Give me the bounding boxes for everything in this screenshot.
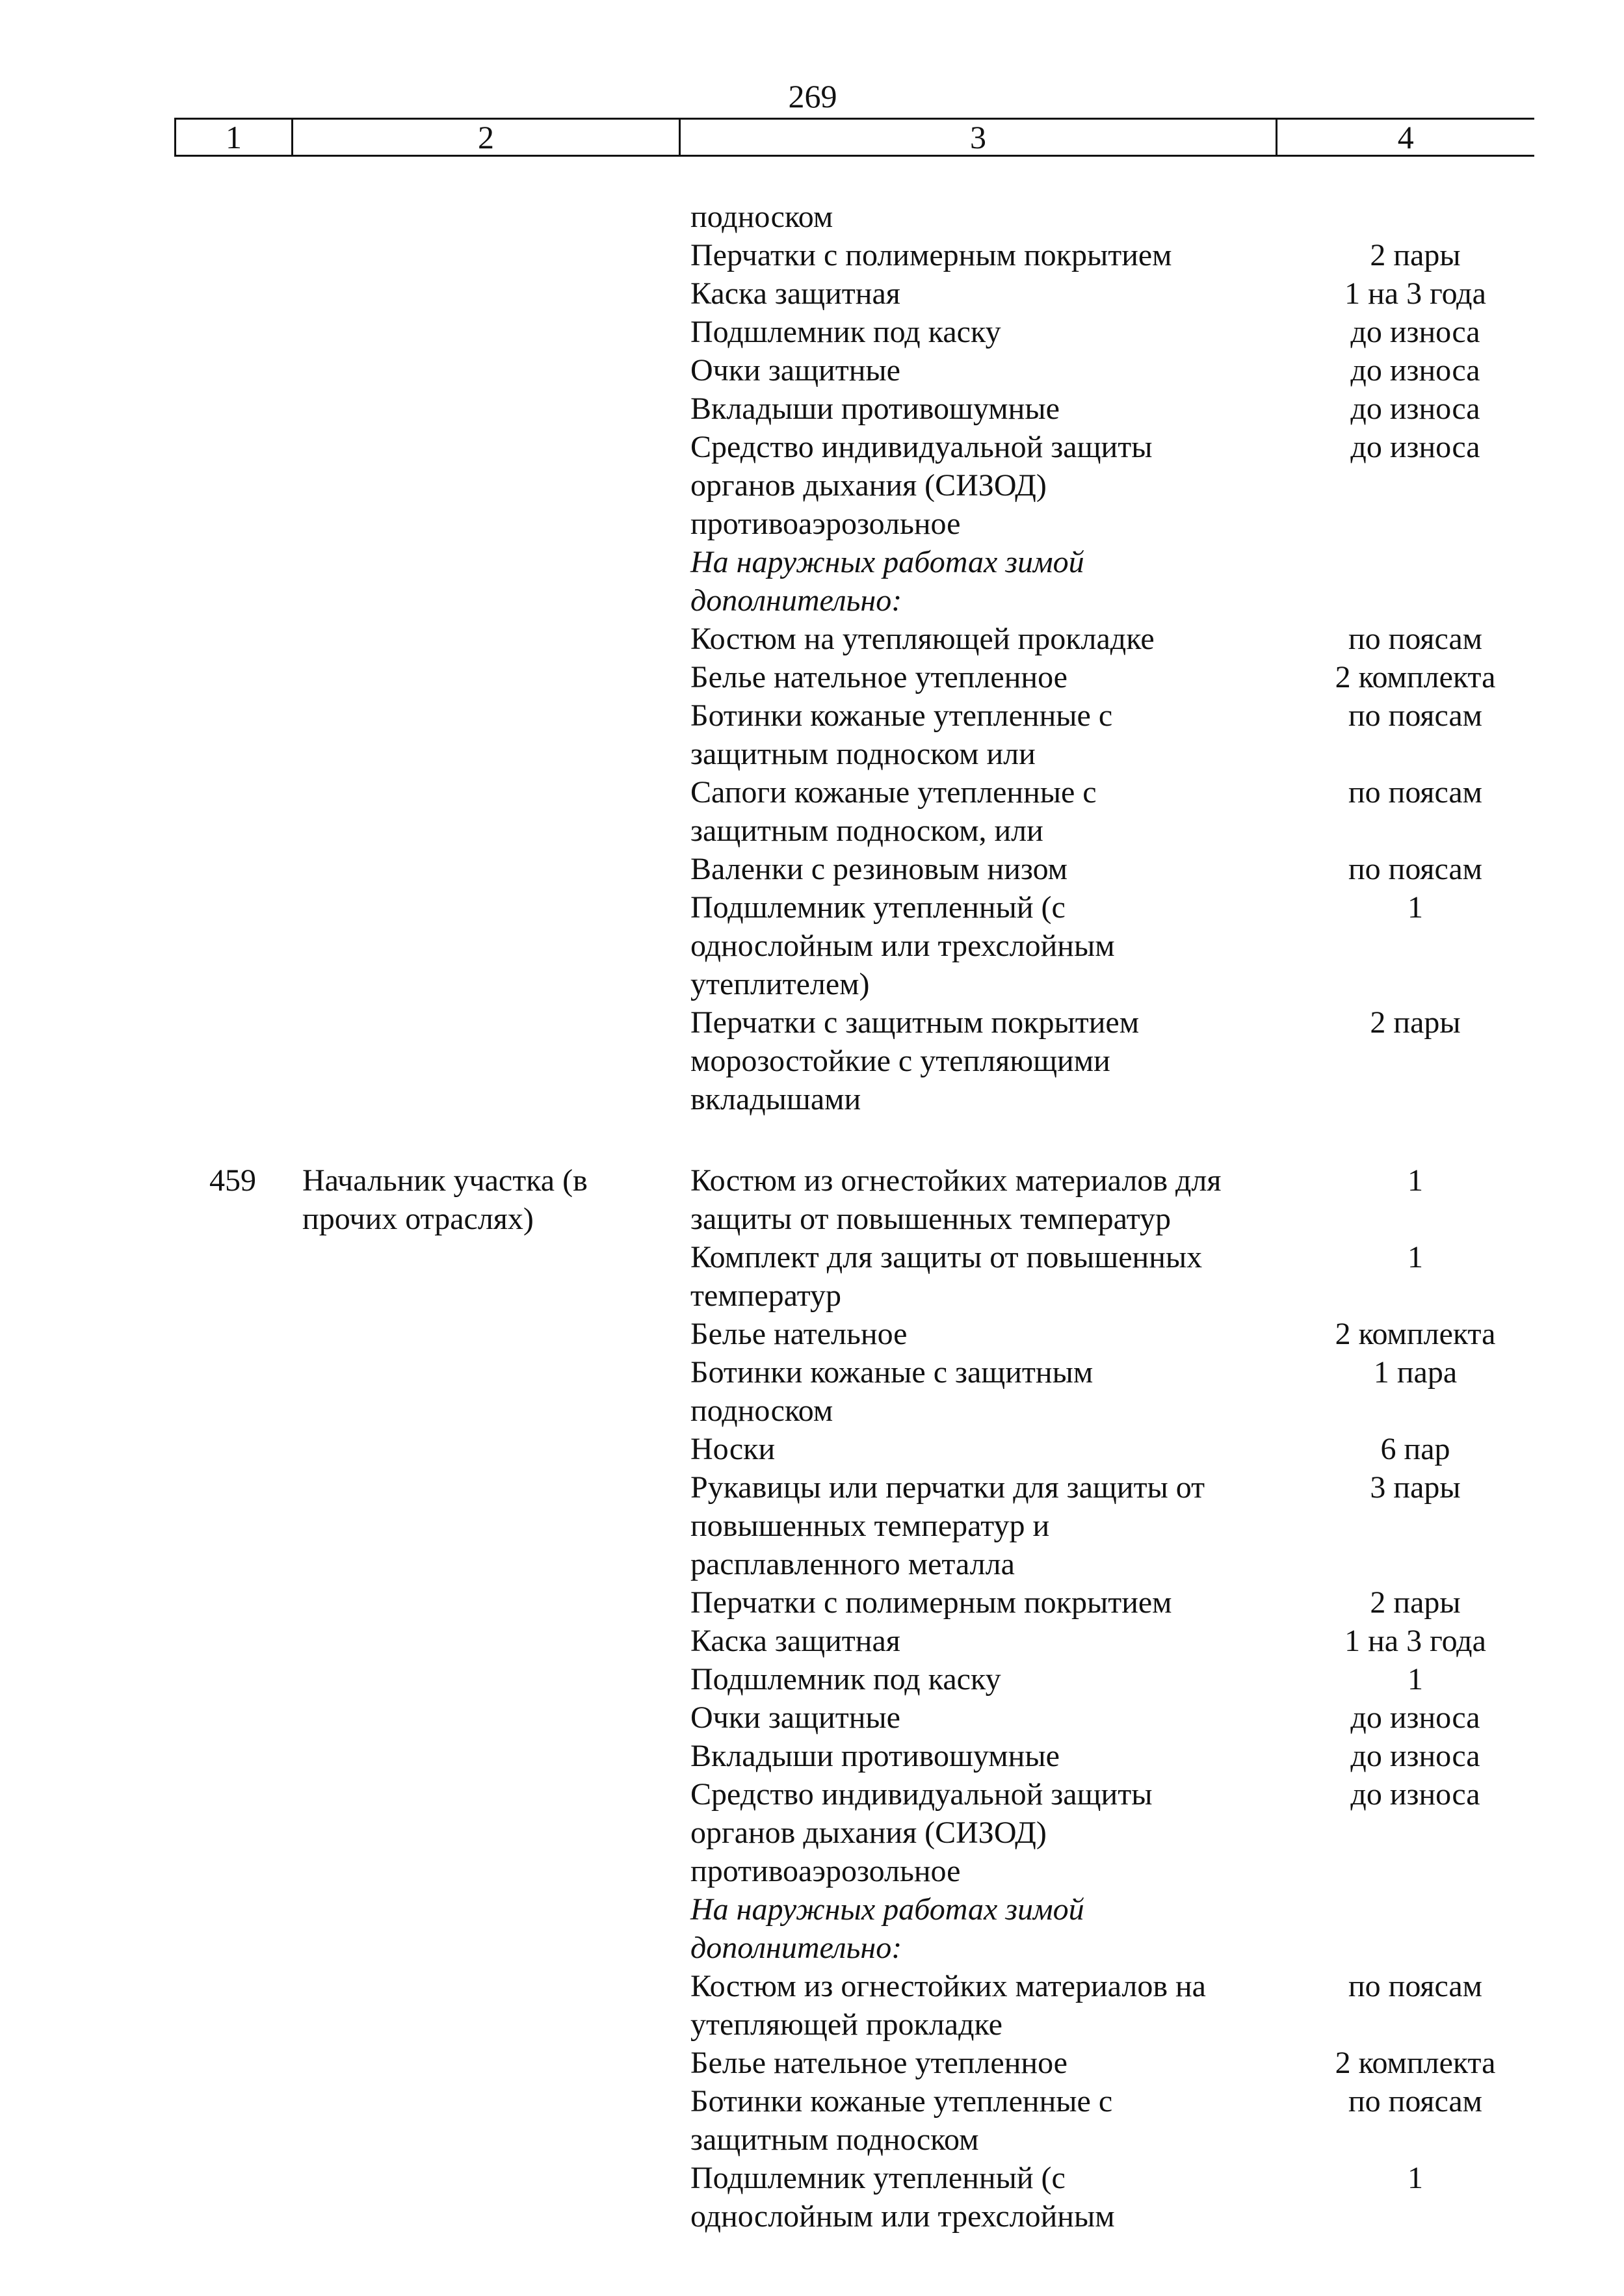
ppe-item bbox=[690, 773, 1483, 850]
ppe-item bbox=[690, 620, 1483, 658]
ppe-item-quantity: по поясам bbox=[1348, 2084, 1483, 2118]
page-number: 269 bbox=[788, 78, 837, 114]
ppe-item-name: На наружных работах зимой дополнительно: bbox=[690, 1892, 1084, 1965]
ppe-item-name: Подшлемник утепленный (с однослойным или трехслойным утеплителем) bbox=[690, 890, 1115, 1001]
column-3-number: 3 bbox=[680, 119, 1277, 156]
ppe-item-quantity: по поясам bbox=[1348, 698, 1483, 733]
ppe-item-quantity: до износа bbox=[1350, 353, 1480, 388]
ppe-item-quantity: до износа bbox=[1350, 315, 1480, 349]
ppe-item-quantity: 2 пары bbox=[1370, 1585, 1461, 1620]
ppe-item-quantity: 1 на 3 года bbox=[1344, 1624, 1486, 1658]
ppe-item bbox=[690, 1003, 1461, 1118]
ppe-item-name: Подшлемник утепленный (с однослойным или трехслойным bbox=[690, 2161, 1115, 2234]
ppe-item-quantity: до износа bbox=[1350, 1700, 1480, 1735]
ppe-item-quantity: 1 bbox=[1408, 1163, 1423, 1198]
ppe-item-quantity: до износа bbox=[1350, 1777, 1480, 1812]
ppe-item bbox=[690, 1583, 1461, 1622]
ppe-item bbox=[690, 1737, 1480, 1775]
ppe-item bbox=[690, 1967, 1483, 2044]
ppe-item bbox=[690, 1161, 1423, 1238]
ppe-item bbox=[690, 1622, 1486, 1660]
ppe-item-name: Костюм из огнестойких материалов на утепляющей прокладке bbox=[690, 1969, 1206, 2042]
ppe-item bbox=[690, 696, 1483, 773]
ppe-item-name: Перчатки с защитным покрытием морозостойкие с утепляющими вкладышами bbox=[690, 1005, 1140, 1116]
entry-number: 459 bbox=[209, 1163, 256, 1198]
column-2-number: 2 bbox=[293, 119, 680, 156]
ppe-item bbox=[690, 2082, 1483, 2159]
ppe-item-quantity: 1 bbox=[1408, 1662, 1423, 1696]
ppe-item-name: Белье нательное утепленное bbox=[690, 2046, 1067, 2080]
ppe-item-quantity: по поясам bbox=[1348, 852, 1483, 886]
ppe-item bbox=[690, 1430, 1450, 1468]
ppe-item-name: Перчатки с полимерным покрытием bbox=[690, 238, 1172, 272]
ppe-item-quantity: 2 комплекта bbox=[1335, 2046, 1496, 2080]
ppe-item-quantity: 2 пары bbox=[1370, 238, 1461, 272]
section-note bbox=[690, 1890, 1276, 1967]
ppe-item bbox=[690, 1775, 1480, 1890]
column-1-number: 1 bbox=[176, 119, 293, 156]
ppe-item bbox=[690, 274, 1486, 313]
ppe-item-quantity: 6 пар bbox=[1380, 1432, 1450, 1466]
ppe-item bbox=[690, 1698, 1480, 1737]
ppe-item bbox=[690, 850, 1483, 888]
ppe-item-quantity: до износа bbox=[1350, 1739, 1480, 1773]
ppe-item-name: Ботинки кожаные утепленные с защитным подноском или bbox=[690, 698, 1113, 771]
ppe-item-name: Костюм из огнестойких материалов для защиты от повышенных температур bbox=[690, 1163, 1222, 1236]
ppe-item-name: Комплект для защиты от повышенных температур bbox=[690, 1240, 1203, 1313]
ppe-item-name: Белье нательное bbox=[690, 1317, 908, 1351]
ppe-item bbox=[690, 389, 1480, 428]
ppe-item-quantity: по поясам bbox=[1348, 775, 1483, 810]
ppe-item-quantity: 1 bbox=[1408, 890, 1423, 925]
ppe-item bbox=[690, 1468, 1461, 1583]
ppe-item bbox=[690, 313, 1480, 351]
ppe-item bbox=[690, 1660, 1423, 1698]
ppe-item-quantity: до износа bbox=[1350, 430, 1480, 464]
ppe-item-quantity: 1 bbox=[1408, 2161, 1423, 2195]
ppe-item-name: Ботинки кожаные с защитным подноском bbox=[690, 1355, 1094, 1428]
entry-position: Начальник участка (в прочих отраслях) bbox=[302, 1163, 588, 1236]
ppe-item-quantity: до износа bbox=[1350, 391, 1480, 426]
ppe-item-name: Перчатки с полимерным покрытием bbox=[690, 1585, 1172, 1620]
ppe-item-name: На наружных работах зимой дополнительно: bbox=[690, 545, 1084, 618]
ppe-item bbox=[690, 1315, 1496, 1353]
ppe-item bbox=[690, 2159, 1423, 2236]
ppe-item bbox=[690, 1353, 1458, 1430]
ppe-item bbox=[690, 198, 1276, 236]
ppe-item-name: Средство индивидуальной защиты органов дыхания (СИЗОД) противоаэрозольное bbox=[690, 430, 1153, 541]
ppe-item-name: Подшлемник под каску bbox=[690, 1662, 1001, 1696]
ppe-item-name: Очки защитные bbox=[690, 1700, 900, 1735]
ppe-item-quantity: 2 комплекта bbox=[1335, 1317, 1496, 1351]
ppe-item bbox=[690, 658, 1496, 696]
ppe-item bbox=[690, 1238, 1423, 1315]
column-number-header bbox=[174, 118, 1534, 157]
ppe-item-name: Белье нательное утепленное bbox=[690, 660, 1067, 694]
ppe-item-name: Валенки с резиновым низом bbox=[690, 852, 1068, 886]
ppe-item-name: Костюм на утепляющей прокладке bbox=[690, 622, 1155, 656]
ppe-item-name: Носки bbox=[690, 1432, 776, 1466]
ppe-item-name: Вкладыши противошумные bbox=[690, 1739, 1060, 1773]
column-4-number: 4 bbox=[1277, 119, 1534, 156]
ppe-item-name: Рукавицы или перчатки для защиты от повышенных температур и расплавленного металла bbox=[690, 1470, 1205, 1581]
ppe-item bbox=[690, 888, 1423, 1003]
ppe-item-name: подноском bbox=[690, 200, 833, 234]
ppe-item-name: Каска защитная bbox=[690, 1624, 900, 1658]
ppe-item-name: Подшлемник под каску bbox=[690, 315, 1001, 349]
ppe-item-quantity: 2 комплекта bbox=[1335, 660, 1496, 694]
ppe-item bbox=[690, 428, 1480, 543]
section-note bbox=[690, 543, 1276, 620]
ppe-item-quantity: 1 на 3 года bbox=[1344, 276, 1486, 311]
ppe-item-name: Очки защитные bbox=[690, 353, 900, 388]
ppe-item-name: Средство индивидуальной защиты органов дыхания (СИЗОД) противоаэрозольное bbox=[690, 1777, 1153, 1888]
ppe-item bbox=[690, 351, 1480, 389]
ppe-item bbox=[690, 236, 1461, 274]
ppe-item-name: Ботинки кожаные утепленные с защитным подноском bbox=[690, 2084, 1113, 2157]
ppe-item-quantity: по поясам bbox=[1348, 622, 1483, 656]
ppe-item-quantity: 3 пары bbox=[1370, 1470, 1461, 1505]
ppe-item-name: Вкладыши противошумные bbox=[690, 391, 1060, 426]
ppe-item-name: Сапоги кожаные утепленные с защитным подноском, или bbox=[690, 775, 1097, 848]
ppe-item bbox=[690, 2044, 1496, 2082]
ppe-item-quantity: 1 пара bbox=[1373, 1355, 1458, 1390]
ppe-item-name: Каска защитная bbox=[690, 276, 900, 311]
ppe-item-quantity: 1 bbox=[1408, 1240, 1423, 1274]
ppe-item-quantity: по поясам bbox=[1348, 1969, 1483, 2003]
ppe-item-quantity: 2 пары bbox=[1370, 1005, 1461, 1040]
